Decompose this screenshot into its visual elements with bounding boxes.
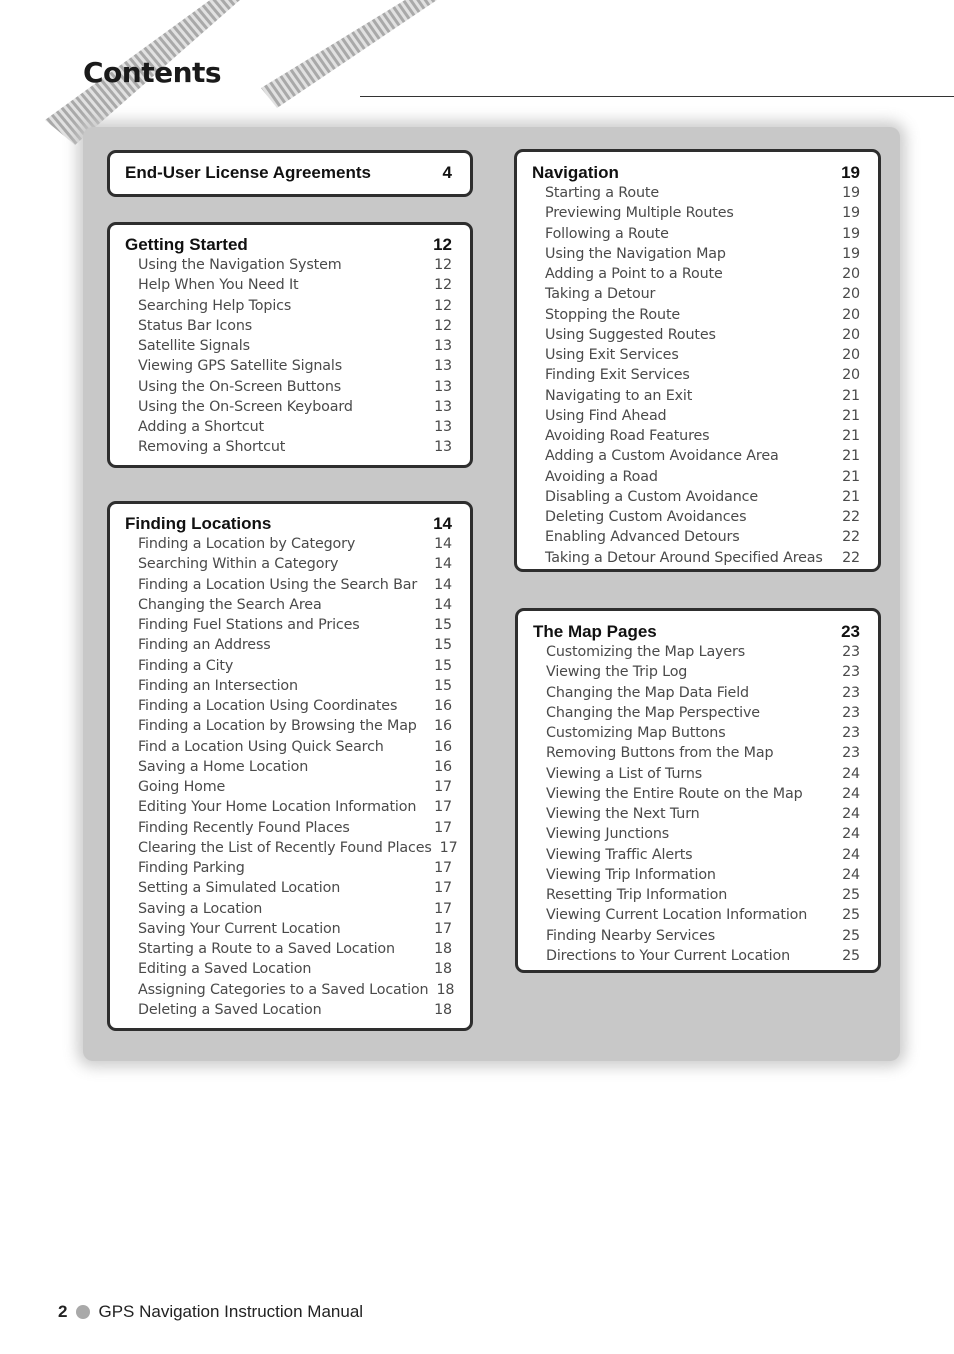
section-page: 23 [841, 622, 860, 641]
page-number: 2 [58, 1302, 68, 1321]
toc-entry-label: Avoiding a Road [545, 468, 658, 485]
toc-entry-page: 24 [842, 866, 860, 883]
toc-entry[interactable] [138, 737, 452, 757]
toc-entry-page: 19 [842, 205, 860, 222]
toc-entry[interactable] [545, 365, 860, 385]
toc-entry-label: Using the On-Screen Buttons [138, 378, 342, 395]
toc-entry-label: Viewing Junctions [546, 826, 670, 843]
toc-entry[interactable] [545, 386, 860, 406]
toc-list [532, 183, 860, 568]
toc-list [125, 534, 458, 1020]
toc-entry[interactable] [138, 858, 452, 878]
section-title: Getting Started [125, 235, 248, 254]
toc-entry[interactable] [546, 743, 860, 763]
toc-entry-page: 17 [434, 900, 452, 917]
toc-entry-label: Adding a Point to a Route [545, 266, 723, 282]
section-page: 4 [442, 163, 452, 182]
section-eula [107, 150, 473, 197]
toc-entry-page: 21 [842, 407, 860, 424]
section-page: 14 [433, 514, 452, 533]
section-heading[interactable] [125, 235, 452, 255]
toc-entry[interactable] [138, 980, 455, 1000]
toc-entry-label: Disabling a Custom Avoidance [545, 488, 758, 505]
toc-entry-label: Finding Recently Found Places [138, 819, 350, 836]
toc-entry[interactable] [138, 959, 452, 979]
title-rule [360, 96, 954, 97]
toc-entry-page: 17 [439, 839, 458, 856]
toc-entry-label: Searching Within a Category [138, 556, 339, 573]
toc-entry[interactable] [138, 397, 452, 417]
toc-entry-label: Viewing the Entire Route on the Map [546, 785, 803, 802]
toc-entry-label: Finding a Location by Category [138, 536, 356, 552]
toc-entry-page: 13 [434, 419, 452, 435]
toc-entry[interactable] [546, 642, 860, 662]
toc-entry-label: Assigning Categories to a Saved Location [138, 981, 429, 998]
toc-entry-label: Clearing the List of Recently Found Places [138, 839, 432, 856]
toc-entry[interactable] [546, 885, 860, 905]
toc-entry-label: Using the Navigation System [138, 257, 342, 273]
toc-entry[interactable] [138, 797, 452, 817]
toc-entry-label: Editing Your Home Location Information [138, 799, 417, 816]
toc-entry-page: 25 [842, 927, 860, 944]
toc-entry-label: Finding Fuel Stations and Prices [138, 617, 360, 633]
toc-entry[interactable] [546, 784, 860, 804]
toc-entry[interactable] [545, 224, 860, 244]
toc-entry-page: 13 [434, 378, 452, 395]
toc-entry[interactable] [546, 662, 860, 682]
toc-entry[interactable] [545, 183, 860, 203]
toc-entry-page: 23 [842, 745, 860, 762]
toc-entry-page: 20 [842, 326, 860, 343]
section-title: The Map Pages [533, 622, 657, 641]
toc-entry-label: Removing Buttons from the Map [546, 745, 774, 762]
manual-title: GPS Navigation Instruction Manual [98, 1302, 364, 1321]
toc-entry-label: Finding Nearby Services [546, 927, 715, 944]
toc-entry-label: Changing the Map Perspective [546, 704, 760, 721]
section-getting-started [107, 222, 473, 468]
toc-entry[interactable] [138, 757, 452, 777]
section-title: Navigation [532, 163, 619, 182]
toc-entry-page: 25 [842, 947, 860, 964]
section-page: 12 [433, 235, 452, 254]
toc-entry-page: 15 [434, 637, 452, 654]
toc-entry-page: 13 [434, 439, 452, 456]
toc-entry[interactable] [545, 345, 860, 365]
toc-entry-label: Adding a Custom Avoidance Area [545, 448, 779, 465]
toc-entry[interactable] [545, 426, 860, 446]
toc-entry-page: 12 [434, 257, 452, 273]
toc-entry-label: Using the Navigation Map [545, 245, 726, 262]
toc-entry[interactable] [138, 716, 452, 736]
toc-entry-label: Taking a Detour [545, 286, 656, 303]
toc-entry-page: 22 [842, 509, 860, 525]
toc-entry-page: 23 [842, 644, 860, 660]
toc-entry-label: Finding Exit Services [545, 367, 690, 384]
toc-entry-page: 21 [842, 488, 860, 505]
toc-entry-label: Satellite Signals [138, 338, 250, 354]
toc-entry[interactable] [545, 305, 860, 325]
toc-entry-label: Deleting a Saved Location [138, 1001, 322, 1018]
section-finding-locations [107, 501, 473, 1031]
toc-entry-label: Starting a Route to a Saved Location [138, 941, 395, 957]
toc-entry-page: 13 [434, 398, 452, 415]
toc-entry[interactable] [138, 838, 458, 858]
toc-entry-page: 13 [434, 358, 452, 375]
toc-entry-label: Finding an Address [138, 637, 271, 654]
toc-entry-page: 15 [434, 617, 452, 633]
toc-entry-label: Starting a Route [545, 185, 659, 201]
toc-entry-label: Viewing the Next Turn [546, 806, 700, 822]
toc-entry-page: 18 [434, 1001, 452, 1018]
toc-entry-page: 16 [434, 698, 452, 714]
toc-entry[interactable] [546, 703, 860, 723]
toc-entry-label: Using Find Ahead [545, 407, 667, 424]
toc-entry-page: 16 [434, 758, 452, 775]
toc-entry[interactable] [545, 527, 860, 547]
toc-entry-label: Finding a Location Using the Search Bar [138, 576, 418, 593]
toc-entry[interactable] [545, 325, 860, 345]
toc-entry-page: 15 [434, 657, 452, 674]
toc-entry-page: 17 [434, 819, 452, 836]
toc-entry-label: Finding a Location by Browsing the Map [138, 718, 417, 735]
toc-entry-page: 24 [842, 846, 860, 863]
toc-entry-label: Using Suggested Routes [545, 326, 716, 343]
toc-entry-label: Using the On-Screen Keyboard [138, 398, 353, 415]
toc-entry-page: 21 [842, 428, 860, 444]
toc-entry-label: Customizing Map Buttons [546, 725, 726, 741]
toc-entry-page: 20 [842, 367, 860, 384]
toc-entry-page: 19 [842, 245, 860, 262]
toc-entry-label: Find a Location Using Quick Search [138, 738, 384, 755]
bullet-dot-icon [76, 1305, 90, 1319]
tire-track-decoration-right [255, 0, 445, 110]
toc-entry[interactable] [546, 723, 860, 743]
toc-entry-page: 14 [434, 576, 452, 593]
toc-entry[interactable] [138, 615, 452, 635]
toc-entry[interactable] [545, 548, 860, 568]
toc-entry[interactable] [138, 676, 452, 696]
toc-entry[interactable] [138, 255, 452, 275]
page-title: Contents [83, 56, 222, 89]
toc-entry-label: Changing the Search Area [138, 596, 322, 613]
toc-entry[interactable] [138, 356, 452, 376]
toc-entry[interactable] [138, 595, 452, 615]
toc-entry[interactable] [545, 264, 860, 284]
toc-entry-label: Following a Route [545, 225, 669, 242]
toc-entry-page: 14 [434, 536, 452, 552]
toc-entry[interactable] [138, 336, 452, 356]
toc-entry-label: Navigating to an Exit [545, 387, 693, 404]
toc-entry[interactable] [546, 926, 860, 946]
toc-entry-label: Viewing the Trip Log [546, 664, 688, 681]
toc-entry[interactable] [138, 818, 452, 838]
toc-entry-label: Viewing Current Location Information [546, 907, 808, 924]
toc-entry-label: Viewing a List of Turns [546, 765, 703, 782]
toc-entry-page: 21 [842, 387, 860, 404]
toc-entry-label: Avoiding Road Features [545, 428, 710, 444]
toc-entry-page: 14 [434, 556, 452, 573]
section-page: 19 [841, 163, 860, 182]
toc-entry[interactable] [545, 406, 860, 426]
toc-entry-label: Taking a Detour Around Specified Areas [545, 549, 823, 566]
toc-list [125, 255, 452, 458]
section-heading[interactable] [532, 163, 860, 183]
toc-entry-page: 20 [842, 286, 860, 303]
toc-entry-page: 18 [434, 961, 452, 978]
toc-entry[interactable] [138, 554, 452, 574]
toc-entry[interactable] [545, 244, 860, 264]
toc-entry[interactable] [138, 377, 452, 397]
toc-entry[interactable] [546, 824, 860, 844]
toc-entry[interactable] [546, 946, 860, 966]
toc-entry-label: Stopping the Route [545, 306, 681, 323]
toc-entry-label: Finding a Location Using Coordinates [138, 698, 398, 714]
toc-entry[interactable] [546, 804, 860, 824]
toc-entry-page: 20 [842, 306, 860, 323]
toc-entry-page: 23 [842, 704, 860, 721]
toc-entry-label: Saving a Home Location [138, 758, 309, 775]
toc-entry-page: 25 [842, 887, 860, 903]
toc-entry-page: 24 [842, 785, 860, 802]
toc-entry[interactable] [545, 284, 860, 304]
toc-entry-page: 23 [842, 684, 860, 701]
section-heading[interactable] [125, 163, 452, 183]
toc-entry[interactable] [138, 777, 452, 797]
toc-entry[interactable] [138, 1000, 452, 1020]
toc-entry-page: 23 [842, 725, 860, 741]
toc-entry[interactable] [138, 656, 452, 676]
toc-entry[interactable] [138, 534, 452, 554]
toc-entry-label: Viewing Traffic Alerts [546, 846, 693, 863]
toc-entry-page: 23 [842, 664, 860, 681]
toc-entry[interactable] [546, 845, 860, 865]
toc-entry[interactable] [138, 417, 452, 437]
toc-entry[interactable] [138, 899, 452, 919]
toc-entry-page: 13 [434, 338, 452, 354]
toc-entry[interactable] [546, 905, 860, 925]
toc-entry[interactable] [545, 446, 860, 466]
toc-entry[interactable] [546, 764, 860, 784]
toc-entry-label: Finding a City [138, 657, 234, 674]
toc-entry[interactable] [545, 467, 860, 487]
section-heading[interactable] [533, 622, 860, 642]
section-title: End-User License Agreements [125, 163, 371, 182]
toc-entry-label: Status Bar Icons [138, 317, 253, 334]
toc-entry-page: 22 [842, 529, 860, 546]
toc-entry-label: Finding an Intersection [138, 677, 298, 694]
toc-entry-page: 25 [842, 907, 860, 924]
toc-entry[interactable] [546, 683, 860, 703]
toc-entry-label: Editing a Saved Location [138, 961, 312, 978]
toc-entry[interactable] [138, 939, 452, 959]
toc-entry-label: Help When You Need It [138, 277, 299, 294]
toc-entry-label: Customizing the Map Layers [546, 644, 746, 660]
toc-entry-page: 17 [434, 779, 452, 795]
toc-entry[interactable] [545, 507, 860, 527]
toc-entry-label: Setting a Simulated Location [138, 880, 341, 897]
toc-entry-page: 17 [434, 920, 452, 937]
toc-entry-label: Enabling Advanced Detours [545, 529, 740, 546]
toc-entry-label: Viewing Trip Information [546, 866, 716, 883]
toc-entry-page: 12 [434, 297, 452, 314]
toc-entry-page: 16 [434, 718, 452, 735]
toc-entry-page: 18 [434, 941, 452, 957]
toc-entry-page: 21 [842, 448, 860, 465]
toc-entry[interactable] [138, 275, 452, 295]
toc-entry[interactable] [138, 575, 452, 595]
toc-entry-label: Resetting Trip Information [546, 887, 728, 903]
toc-entry-page: 24 [842, 826, 860, 843]
toc-entry-label: Finding Parking [138, 860, 245, 876]
toc-entry-page: 14 [434, 596, 452, 613]
section-map-pages [515, 608, 881, 973]
toc-entry[interactable] [138, 296, 452, 316]
toc-entry[interactable] [138, 437, 452, 457]
toc-entry[interactable] [546, 865, 860, 885]
toc-entry-page: 15 [434, 677, 452, 694]
toc-entry-page: 22 [842, 549, 860, 566]
toc-entry[interactable] [138, 316, 452, 336]
section-heading[interactable] [125, 514, 452, 534]
section-navigation [514, 149, 881, 572]
toc-entry-page: 19 [842, 225, 860, 242]
toc-entry-label: Saving a Location [138, 900, 263, 917]
toc-entry[interactable] [138, 878, 452, 898]
toc-entry-page: 20 [842, 347, 860, 363]
toc-entry[interactable] [138, 635, 452, 655]
toc-entry-label: Directions to Your Current Location [546, 947, 791, 964]
toc-entry-page: 24 [842, 765, 860, 782]
toc-entry[interactable] [138, 919, 452, 939]
toc-entry-page: 16 [434, 738, 452, 755]
toc-entry-page: 17 [434, 860, 452, 876]
toc-entry-label: Deleting Custom Avoidances [545, 509, 747, 525]
toc-entry-page: 17 [434, 799, 452, 816]
toc-entry-label: Changing the Map Data Field [546, 684, 749, 701]
toc-entry-page: 24 [842, 806, 860, 822]
toc-entry-page: 12 [434, 317, 452, 334]
toc-entry[interactable] [138, 696, 452, 716]
toc-entry-page: 20 [842, 266, 860, 282]
toc-entry-page: 17 [434, 880, 452, 897]
toc-entry-page: 18 [436, 981, 455, 998]
toc-entry-label: Saving Your Current Location [138, 920, 341, 937]
toc-entry[interactable] [545, 203, 860, 223]
toc-entry-label: Searching Help Topics [138, 297, 292, 314]
toc-entry-page: 19 [842, 185, 860, 201]
toc-entry-page: 21 [842, 468, 860, 485]
toc-entry-label: Removing a Shortcut [138, 439, 286, 456]
section-title: Finding Locations [125, 514, 272, 533]
toc-entry-label: Previewing Multiple Routes [545, 205, 734, 222]
toc-entry-label: Going Home [138, 779, 226, 795]
toc-entry-label: Adding a Shortcut [138, 419, 264, 435]
toc-entry-label: Using Exit Services [545, 347, 679, 363]
toc-entry-label: Viewing GPS Satellite Signals [138, 358, 343, 375]
toc-list [533, 642, 860, 966]
toc-entry[interactable] [545, 487, 860, 507]
toc-entry-page: 12 [434, 277, 452, 294]
page-footer [58, 1302, 363, 1322]
